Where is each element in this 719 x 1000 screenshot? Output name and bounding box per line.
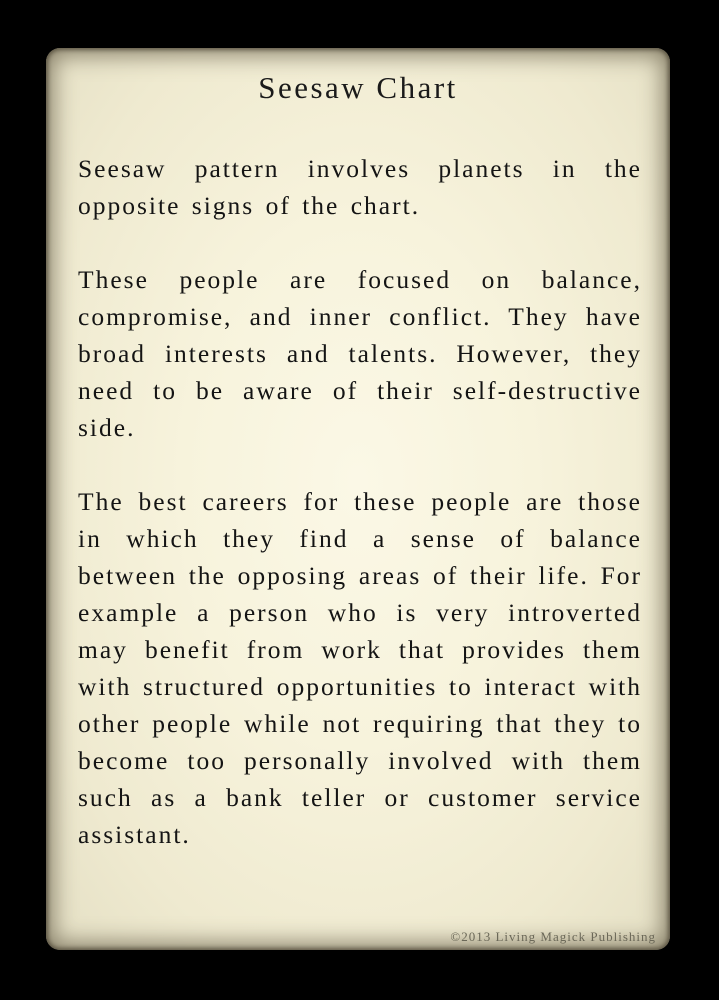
copyright-notice: ©2013 Living Magick Publishing xyxy=(450,929,656,944)
paragraph-pattern: Seesaw pattern involves planets in the opposite signs of the chart. xyxy=(78,154,642,220)
info-card xyxy=(46,48,670,950)
paragraph-traits: These people are focused on balance, compromise, and inner conflict. They have broad interests and talents. However, they need to be aware of their self-destructive side. xyxy=(78,265,642,442)
card-title: Seesaw Chart xyxy=(258,70,458,105)
paragraph-careers: The best careers for these people are those in which they find a sense of balance between the opposing areas of their life. For example a person who is very introverted may benefit from work that provides them with structured opportunities to interact with other people while not requiring that they to become too personally involved with them such as a bank teller or customer service assistant. xyxy=(78,487,642,849)
card-body xyxy=(78,150,642,890)
